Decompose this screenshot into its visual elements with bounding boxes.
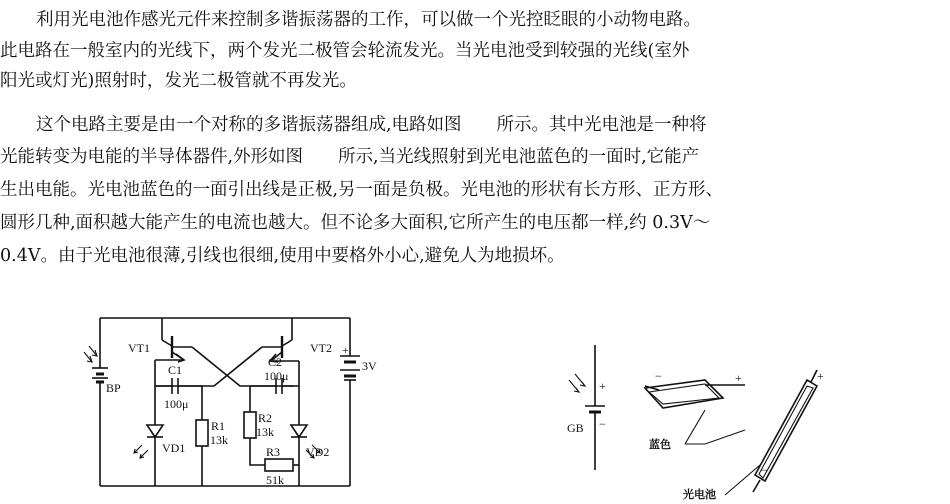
label-cell-minus: − [655, 369, 662, 383]
label-r2-value: 13k [256, 425, 274, 439]
label-blue-side: 蓝色 [649, 439, 671, 451]
label-supply-plus: + [342, 343, 349, 357]
label-r3: R3 [266, 445, 281, 459]
label-vt1: VT1 [128, 341, 150, 355]
label-photocell: 光电池 [683, 489, 716, 501]
multivibrator-circuit-diagram [80, 300, 380, 504]
text-line: 生出电能。光电池蓝色的一面引出线是正极,另一面是负极。光电池的形状有长方形、正方形、 [0, 180, 724, 200]
transistor-vt1 [162, 318, 192, 362]
text-line: 圆形几种,面积越大能产生的电流也越大。但不论多大面积,它所产生的电压都一样,约 0.3V～ [0, 213, 711, 233]
label-supply-voltage: 3V [362, 359, 377, 373]
label-c1: C1 [168, 363, 183, 377]
label-vd2: VD2 [306, 445, 330, 459]
label-gb-minus: − [599, 417, 606, 431]
label-gb: GB [567, 421, 584, 435]
label-r2: R2 [258, 411, 273, 425]
label-gb-plus: + [599, 379, 606, 393]
label-long-cell-plus: + [817, 369, 824, 383]
text-line: 光能转变为电能的半导体器件,外形如图 所示,当光线照射到光电池蓝色的一面时,它能产 [0, 147, 700, 167]
text-line: 0.4V。由于光电池很薄,引线也很细,使用中要格外小心,避免人为地损坏。 [0, 246, 565, 266]
label-c2-value: 100μ [264, 369, 289, 383]
label-bp: BP [106, 381, 121, 395]
text-line: 阳光或灯光)照射时，发光二极管就不再发光。 [0, 71, 357, 91]
label-r1: R1 [211, 419, 226, 433]
label-cell-plus: + [735, 371, 742, 385]
square-photocell [645, 369, 745, 408]
label-c1-value: 100μ [164, 397, 189, 411]
text-line: 此电路在一般室内的光线下，两个发光二极管会轮流发光。当光电池受到较强的光线(室外 [0, 41, 690, 61]
label-vd1: VD1 [162, 441, 186, 455]
text-line: 这个电路主要是由一个对称的多谐振荡器组成,电路如图 所示。其中光电池是一种将 [36, 115, 707, 135]
label-c2: C2 [268, 355, 283, 369]
photocell-figure [555, 340, 835, 504]
rectangular-photocell [753, 369, 824, 492]
label-r1-value: 13k [210, 433, 228, 447]
label-vt2: VT2 [310, 341, 332, 355]
text-line: 利用光电池作感光元件来控制多谐振荡器的工作，可以做一个光控眨眼的小动物电路。 [36, 10, 701, 30]
label-r3-value: 51k [266, 473, 284, 487]
label-long-cell-minus: − [761, 463, 768, 477]
